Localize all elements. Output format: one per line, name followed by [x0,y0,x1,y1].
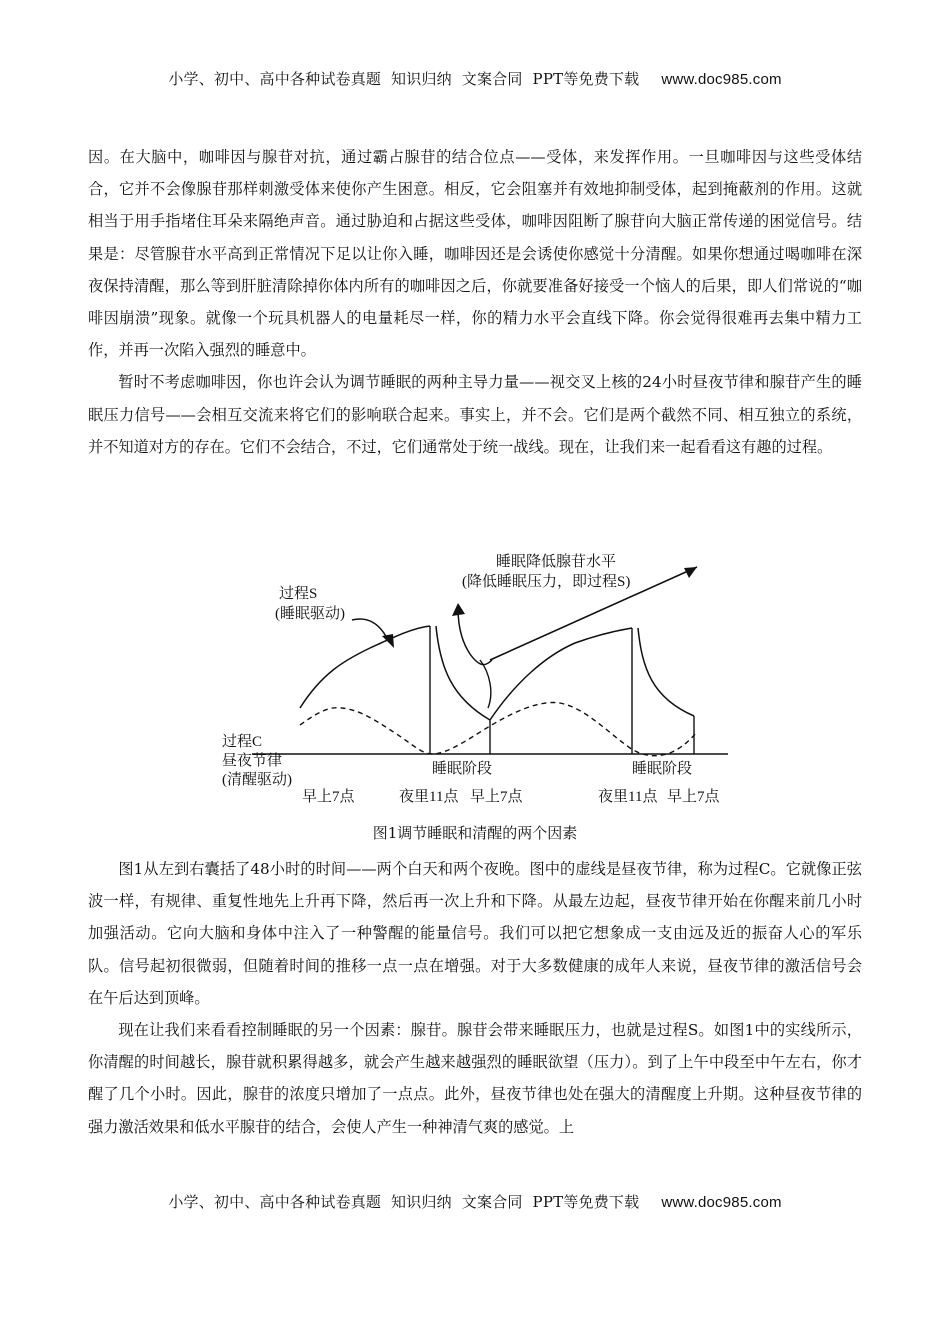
body-text-bottom [88,853,862,1143]
page-header [0,68,950,89]
process-c-sub2: (清醒驱动) [222,772,292,788]
header-text: 小学、初中、高中各种试卷真题 知识归纳 文案合同 PPT等免费下载 [168,70,640,88]
body-text-top [88,141,862,463]
decay-arrow [458,608,492,665]
adenosine-label: 睡眠降低腺苷水平 [496,554,617,570]
process-c-sub1: 昼夜节律 [222,753,283,769]
figure-sleep-regulation [0,548,950,848]
time-label-1: 早上7点 [302,789,355,805]
footer-url[interactable]: www.doc985.com [661,1194,782,1211]
time-label-2: 夜里11点 [399,789,459,805]
adenosine-sub: (降低睡眠压力，即过程S) [462,574,631,590]
footer-text: 小学、初中、高中各种试卷真题 知识归纳 文案合同 PPT等免费下载 [168,1193,640,1211]
paragraph-1: 因。在大脑中，咖啡因与腺苷对抗，通过霸占腺苷的结合位点——受体，来发挥作用。一旦咖啡因与这些受体结合，它并不会像腺苷那样刺激受体来使你产生困意。相反，它会阻塞并有效地抑制受体，起到掩蔽剂的作用。这就相当于用手指堵住耳朵来隔绝声音。通过胁迫和占据这些受体，咖啡因阻断了腺苷向大脑正常传递的困觉信号。结果是：尽管腺苷水平高到正常情况下足以让你入睡，咖啡因还是会诱使你感觉十分清醒。如果你想通过喝咖啡在深夜保持清醒，那么等到肝脏清除掉你体内所有的咖啡因之后，你就要准备好接受一个恼人的后果，即人们常说的“咖啡因崩溃”现象。就像一个玩具机器人的电量耗尽一样，你的精力水平会直线下降。你会觉得很难再去集中精力工作，并再一次陷入强烈的睡意中。 [88,148,862,360]
figure-caption: 图1调节睡眠和清醒的两个因素 [372,824,578,842]
process-s-rise-2 [490,628,632,720]
time-label-4: 夜里11点 [598,789,658,805]
sleep-phase-label-2: 睡眠阶段 [632,761,693,777]
process-s-decay-2 [638,628,694,716]
decay-arrowhead [452,603,465,616]
header-url[interactable]: www.doc985.com [661,71,782,88]
paragraph-4: 现在让我们来看看控制睡眠的另一个因素：腺苷。腺苷会带来睡眠压力，也就是过程S。如图1中的实线所示，你清醒的时间越长，腺苷就积累得越多，就会产生越来越强烈的睡眠欲望（压力）。到了上午中段至中午左右，你才醒了几个小时。因此，腺苷的浓度只增加了一点点。此外，昼夜节律也处在强大的清醒度上升期。这种昼夜节律的强力激活效果和低水平腺苷的结合，会使人产生一种神清气爽的感觉。上 [88,1021,862,1136]
process-s-label: 过程S [279,586,318,602]
paragraph-3: 图1从左到右囊括了48小时的时间——两个白天和两个夜晚。图中的虚线是昼夜节律，称为过程C。它就像正弦波一样，有规律、重复性地先上升再下降，然后再一次上升和下降。从最左边起，昼夜节律开始在你醒来前几小时加强活动。它向大脑和身体中注入了一种警醒的能量信号。我们可以把它想象成一支由远及近的振奋人心的军乐队。信号起初很微弱，但随着时间的推移一点一点在增强。对于大多数健康的成年人来说，昼夜节律的激活信号会在午后达到顶峰。 [88,860,862,1007]
time-label-3: 早上7点 [470,789,523,805]
paragraph-2: 暂时不考虑咖啡因，你也许会认为调节睡眠的两种主导力量——视交叉上核的24小时昼夜节律和腺苷产生的睡眠压力信号——会相互交流来将它们的影响联合起来。事实上，并不会。它们是两个截然不同、相互独立的系统，并不知道对方的存在。它们不会结合，不过，它们通常处于统一战线。现在，让我们来一起看看这有趣的过程。 [88,373,862,456]
process-s-rise-1 [300,626,430,708]
page-footer [0,1191,950,1212]
decay-bracket [480,660,491,708]
process-c-curve [300,703,696,756]
sleep-phase-label-1: 睡眠阶段 [432,761,493,777]
process-s-arrow [352,619,388,640]
time-label-5: 早上7点 [667,789,720,805]
process-s-sub: (睡眠驱动) [275,606,345,622]
process-c-label: 过程C [222,734,263,750]
